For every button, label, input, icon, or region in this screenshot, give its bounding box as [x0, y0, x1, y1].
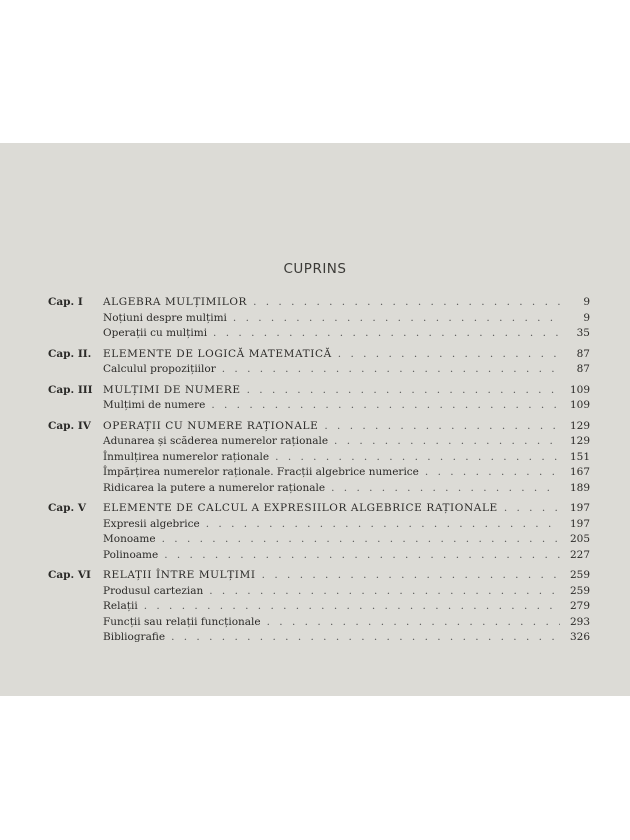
- section-entry: [103, 615, 590, 631]
- leader-dots: [425, 465, 560, 481]
- leader-dots: [262, 568, 560, 584]
- page-number: 9: [583, 311, 590, 324]
- section-entry: [103, 326, 590, 342]
- section-title: Bibliografie: [103, 631, 166, 643]
- page-number: 87: [576, 347, 590, 360]
- section-title: Ridicarea la putere a numerelor raționale: [103, 481, 326, 494]
- section-title: Expresii algebrice: [103, 517, 200, 530]
- section-row: [0, 465, 630, 481]
- section-row: [0, 481, 630, 497]
- chapter-title: MULȚIMI DE NUMERE: [103, 383, 241, 396]
- section-row: [0, 311, 630, 327]
- leader-dots: [209, 584, 560, 600]
- section-entry: [103, 548, 590, 564]
- section-entry: [103, 434, 590, 450]
- toc-chapter: [0, 295, 630, 342]
- leader-dots: [222, 362, 560, 378]
- section-entry: [103, 362, 590, 378]
- toc-chapter: [0, 419, 630, 497]
- page-number: 189: [569, 481, 590, 494]
- chapter-entry: [103, 419, 590, 435]
- section-row: [0, 630, 630, 646]
- chapter-title: RELAȚII ÎNTRE MULȚIMI: [103, 569, 256, 581]
- chapter-row: [0, 347, 630, 363]
- page-number: 9: [583, 296, 590, 308]
- page-title: CUPRINS: [283, 261, 347, 277]
- leader-dots: [213, 326, 560, 342]
- page-number: 259: [569, 584, 590, 597]
- section-title: Noțiuni despre mulțimi: [103, 311, 227, 324]
- section-row: [0, 398, 630, 414]
- leader-dots: [247, 383, 560, 399]
- section-entry: [103, 599, 590, 615]
- page-number: 87: [576, 363, 590, 375]
- page-number: 109: [569, 399, 590, 411]
- toc-chapter: [0, 347, 630, 378]
- section-title: Produsul cartezian: [103, 584, 204, 597]
- section-entry: [103, 584, 590, 600]
- section-title: Relații: [103, 600, 138, 612]
- page-number: 279: [569, 600, 590, 612]
- leader-dots: [171, 630, 560, 646]
- leader-dots: [331, 481, 560, 497]
- chapter-entry: [103, 347, 590, 363]
- page-number: 227: [569, 548, 590, 561]
- section-row: [0, 434, 630, 450]
- section-entry: [103, 532, 590, 548]
- chapter-title: OPERAȚII CU NUMERE RAȚIONALE: [103, 419, 319, 432]
- page-number: 35: [576, 327, 590, 339]
- section-title: Polinoame: [103, 548, 159, 561]
- chapter-number: Cap. II.: [48, 347, 92, 360]
- chapter-number: Cap. IV: [48, 419, 91, 432]
- chapter-row: [0, 383, 630, 399]
- leader-dots: [164, 548, 560, 564]
- section-title: Monoame: [103, 533, 156, 545]
- table-of-contents: [0, 295, 630, 651]
- chapter-title: ELEMENTE DE CALCUL A EXPRESIILOR ALGEBRICE RAȚIONALE: [103, 502, 498, 514]
- chapter-title: ALGEBRA MULȚIMILOR: [103, 296, 248, 308]
- leader-dots: [253, 295, 560, 311]
- page-number: 326: [569, 631, 590, 643]
- chapter-title: ELEMENTE DE LOGICĂ MATEMATICĂ: [103, 347, 332, 360]
- page-number: 109: [569, 383, 590, 396]
- section-entry: [103, 311, 590, 327]
- page-number: 197: [569, 517, 590, 530]
- section-row: [0, 615, 630, 631]
- toc-chapter: [0, 568, 630, 646]
- leader-dots: [338, 347, 560, 363]
- toc-chapter: [0, 383, 630, 414]
- leader-dots: [334, 434, 560, 450]
- section-row: [0, 548, 630, 564]
- leader-dots: [211, 398, 560, 414]
- leader-dots: [233, 311, 560, 327]
- section-row: [0, 532, 630, 548]
- section-title: Împărțirea numerelor raționale. Fracții algebrice numerice: [103, 466, 419, 478]
- chapter-entry: [103, 568, 590, 584]
- section-title: Operații cu mulțimi: [103, 327, 208, 339]
- section-entry: [103, 465, 590, 481]
- page-number: 197: [569, 502, 590, 514]
- chapter-number: Cap. V: [48, 502, 86, 514]
- book-page: [0, 143, 630, 696]
- chapter-row: [0, 501, 630, 517]
- section-title: Adunarea și scăderea numerelor raționale: [103, 435, 329, 447]
- page-number: 129: [569, 419, 590, 432]
- section-row: [0, 450, 630, 466]
- section-row: [0, 599, 630, 615]
- chapter-entry: [103, 383, 590, 399]
- chapter-number: Cap. I: [48, 296, 83, 308]
- section-entry: [103, 630, 590, 646]
- section-entry: [103, 481, 590, 497]
- leader-dots: [504, 501, 560, 517]
- section-title: Înmulțirea numerelor raționale: [103, 450, 270, 463]
- section-title: Calculul propozițiilor: [103, 363, 216, 375]
- section-entry: [103, 398, 590, 414]
- section-row: [0, 326, 630, 342]
- page-number: 259: [569, 569, 590, 581]
- page-number: 167: [569, 466, 590, 478]
- leader-dots: [162, 532, 560, 548]
- section-entry: [103, 517, 590, 533]
- leader-dots: [324, 419, 560, 435]
- section-title: Funcții sau relații funcționale: [103, 615, 261, 628]
- chapter-row: [0, 419, 630, 435]
- section-row: [0, 517, 630, 533]
- leader-dots: [206, 517, 560, 533]
- leader-dots: [267, 615, 560, 631]
- section-title: Mulțimi de numere: [103, 399, 206, 411]
- section-entry: [103, 450, 590, 466]
- page-number: 293: [569, 615, 590, 628]
- toc-chapter: [0, 501, 630, 563]
- chapter-row: [0, 568, 630, 584]
- chapter-entry: [103, 295, 590, 311]
- chapter-number: Cap. VI: [48, 569, 91, 581]
- page-number: 151: [569, 450, 590, 463]
- page-number: 129: [569, 435, 590, 447]
- section-row: [0, 584, 630, 600]
- page-number: 205: [569, 533, 590, 545]
- section-row: [0, 362, 630, 378]
- chapter-entry: [103, 501, 590, 517]
- leader-dots: [144, 599, 560, 615]
- leader-dots: [275, 450, 560, 466]
- chapter-row: [0, 295, 630, 311]
- chapter-number: Cap. III: [48, 383, 93, 396]
